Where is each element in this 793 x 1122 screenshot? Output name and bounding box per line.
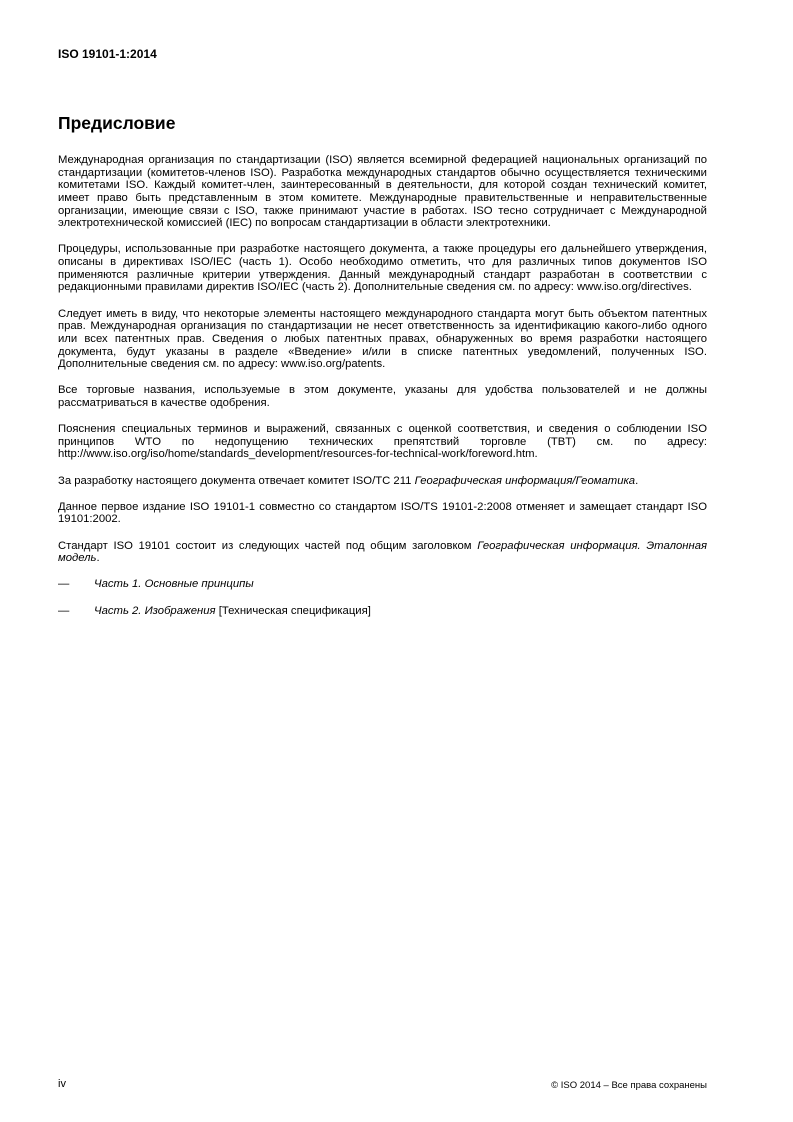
list-dash: —: [58, 578, 70, 591]
paragraph-4: Все торговые названия, используемые в этом документе, указаны для удобства пользователей и не должны рассматриваться в качестве одобрения.: [58, 384, 707, 409]
paragraph-7: Данное первое издание ISO 19101-1 совместно со стандартом ISO/TS 19101-2:2008 отменяет и замещает стандарт ISO 19101:2002.: [58, 500, 707, 526]
part-list-item: [58, 578, 707, 591]
paragraph-1: Международная организация по стандартизации (ISO) является всемирной федерацией национальных организаций по стандартизации (комитетов-членов ISO). Разработка международных стандартов обычно осуществляется техническими комитетами ISO. Каждый комитет-член, заинтересованный в деятельности, для которой создан технический комитет, имеет право быть представленным в этом комитете. Международные правительственные и неправительственные организации, имеющие связи с ISO, также принимают участие в работах. ISO тесно сотрудничает с Международной электротехнической комиссией (IEC) по вопросам стандартизации в области электротехники.: [58, 154, 707, 230]
page-title: Предисловие: [58, 113, 176, 133]
paragraph-6-end: .: [635, 474, 639, 487]
paragraph-6-text: За разработку настоящего документа отвечает комитет ISO/TC 211: [58, 474, 415, 487]
list-dash: —: [58, 604, 70, 617]
paragraph-8-text: Стандарт ISO 19101 состоит из следующих частей под общим заголовком: [58, 539, 478, 552]
document-id: ISO 19101-1:2014: [58, 47, 157, 61]
foreword-body: [58, 154, 707, 631]
paragraph-8-general-title: Географическая информация. Эталонная модель: [58, 539, 708, 565]
copyright-notice: © ISO 2014 – Все права сохранены: [551, 1080, 707, 1091]
part-title-suffix: [Техническая спецификация]: [215, 604, 371, 617]
paragraph-5: Пояснения специальных терминов и выражений, связанных с оценкой соответствия, и сведения о соблюдении ISO принципов WTO по недопущению технических препятствий торговле (TBT) см. по адресу: http://www.iso.org/iso/home/standards_development/resources-for-technical-work/foreword.htm.: [58, 423, 707, 461]
paragraph-3: Следует иметь в виду, что некоторые элементы настоящего международного стандарта могут быть объектом патентных прав. Международная организация по стандартизации не несет ответственность за идентификацию какого-либо одного или всех патентных прав. Сведения о любых патентных правах, обнаруженных во время разработки настоящего документа, будут указаны в разделе «Введение» и/или в списке патентных уведомлений, полученных ISO. Дополнительные сведения см. по адресу: www.iso.org/patents.: [58, 307, 707, 371]
paragraph-8: [58, 540, 707, 565]
part-title: [94, 578, 254, 591]
part-list-item: [58, 605, 707, 618]
paragraph-8-end: .: [96, 552, 100, 565]
part-title-italic: Часть 2. Изображения: [94, 604, 216, 617]
paragraph-6: [58, 475, 707, 488]
paragraph-6-committee-title: Географическая информация/Геоматика: [414, 474, 636, 487]
paragraph-2: Процедуры, использованные при разработке настоящего документа, а также процедуры его дальнейшего утверждения, описаны в директивах ISO/IEC (часть 1). Особо необходимо отметить, что для различных типов документов ISO применяются различные критерии утверждения. Данный международный стандарт разработан в соответствии с редакционными правилами директив ISO/IEC (часть 2). Дополнительные сведения см. по адресу: www.iso.org/directives.: [58, 243, 707, 294]
page-number: iv: [58, 1078, 66, 1090]
part-title-italic: Часть 1. Основные принципы: [94, 578, 254, 591]
part-title: [94, 605, 371, 618]
